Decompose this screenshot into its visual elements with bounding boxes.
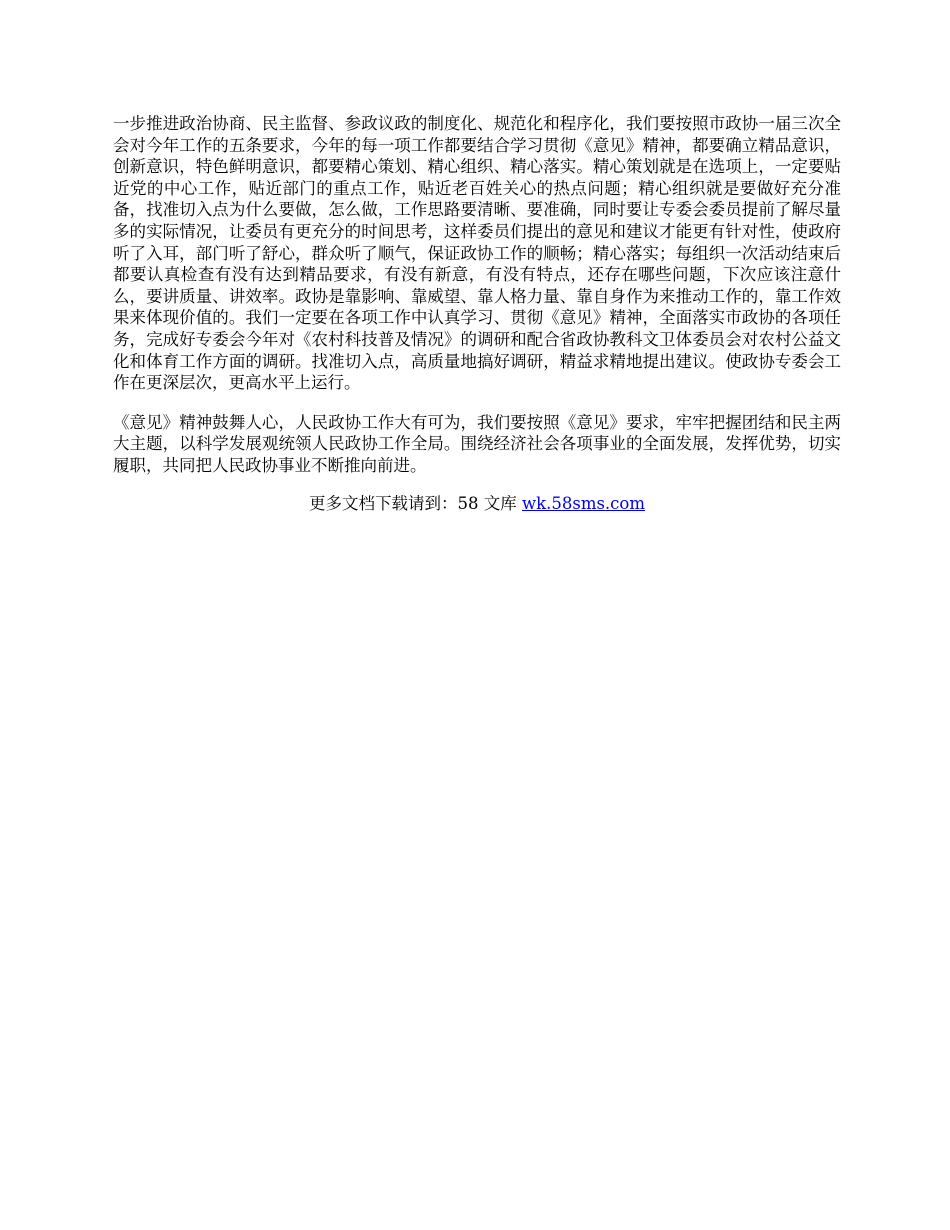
footer-prompt-text: 更多文档下载请到：58 文库 — [308, 493, 522, 513]
body-paragraph-1: 一步推进政治协商、民主监督、参政议政的制度化、规范化和程序化，我们要按照市政协一届三次全会对今年工作的五条要求，今年的每一项工作都要结合学习贯彻《意见》精神，都要确立精品意识，创新意识，特色鲜明意识，都要精心策划、精心组织、精心落实。精心策划就是在选项上，一定要贴近党的中心工作，贴近部门的重点工作，贴近老百姓关心的热点问题；精心组织就是要做好充分准备，找准切入点为什么要做，怎么做，工作思路要清晰、要准确，同时要让专委会委员提前了解尽量多的实际情况，让委员有更充分的时间思考，这样委员们提出的意见和建议才能更有针对性，使政府听了入耳，部门听了舒心，群众听了顺气，保证政协工作的顺畅；精心落实；每组织一次活动结束后都要认真检查有没有达到精品要求，有没有新意，有没有特点，还存在哪些问题，下次应该注意什么，要讲质量、讲效率。政协是靠影响、靠威望、靠人格力量、靠自身作为来推动工作的，靠工作效果来体现价值的。我们一定要在各项工作中认真学习、贯彻《意见》精神，全面落实市政协的各项任务，完成好专委会今年对《农村科技普及情况》的调研和配合省政协教科文卫体委员会对农村公益文化和体育工作方面的调研。找准切入点，高质量地搞好调研，精益求精地提出建议。使政协专委会工作在更深层次，更高水平上运行。 — [113, 114, 841, 393]
document-body — [113, 113, 841, 514]
download-footer — [113, 493, 841, 515]
body-paragraph-2: 《意见》精神鼓舞人心，人民政协工作大有可为，我们要按照《意见》要求，牢牢把握团结和民主两大主题，以科学发展观统领人民政协工作全局。围绕经济社会各项事业的全面发展，发挥优势，切实履职，共同把人民政协事业不断推向前进。 — [113, 412, 841, 475]
footer-site-link[interactable]: wk.58sms.com — [521, 493, 645, 513]
